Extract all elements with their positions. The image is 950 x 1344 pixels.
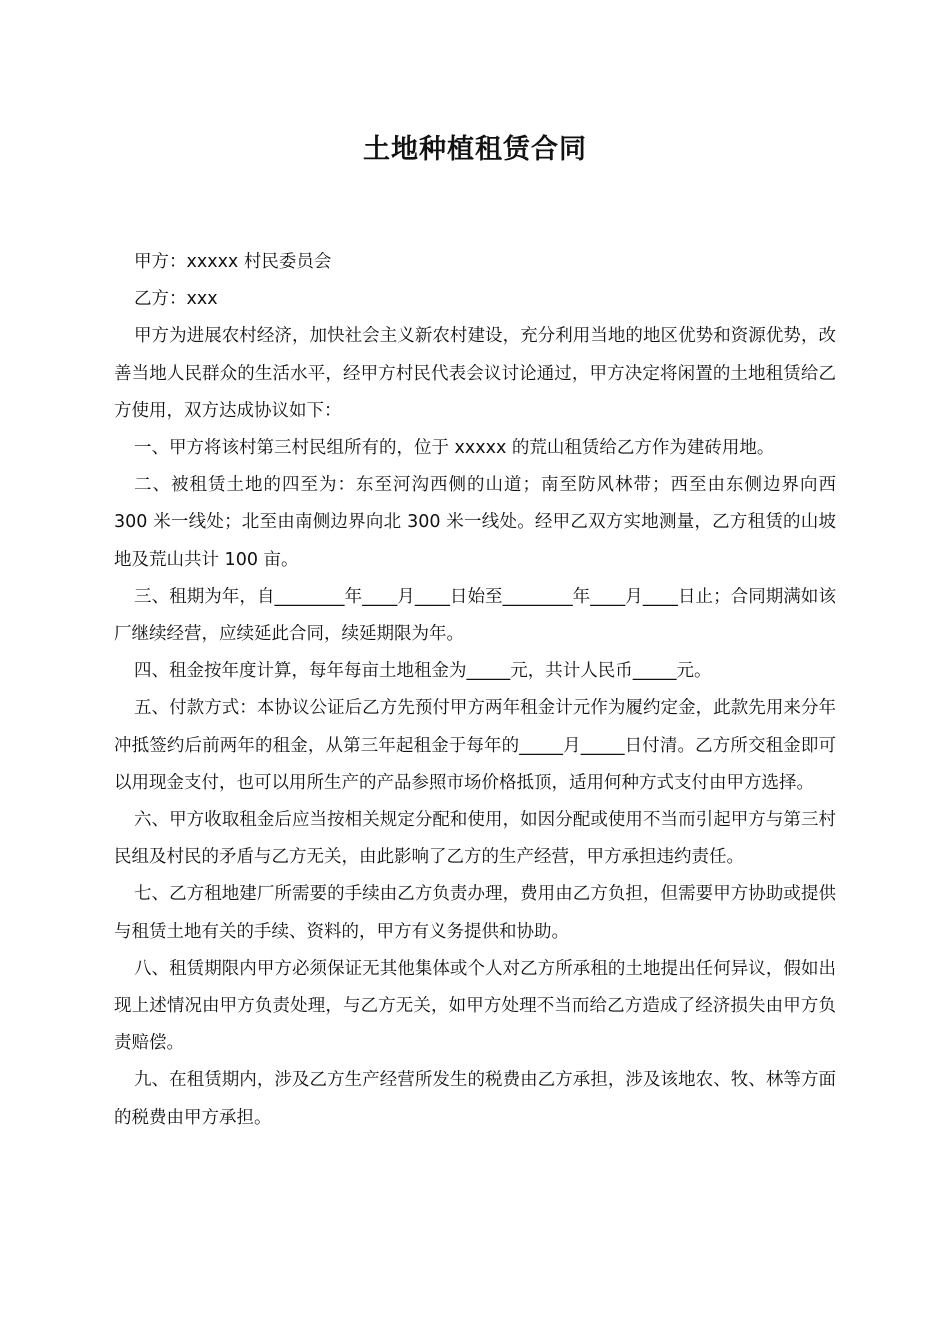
document-body: [114, 244, 836, 1137]
clause-4: 四、租金按年度计算，每年每亩土地租金为_____元，共计人民币_____元。: [134, 661, 712, 682]
clause-6: 六、甲方收取租金后应当按相关规定分配和使用，如因分配或使用不当而引起甲方与第三村民组及村民的矛盾与乙方无关，由此影响了乙方的生产经营，甲方承担违约责任。: [114, 810, 836, 868]
preamble-paragraph: 甲方为进展农村经济，加快社会主义新农村建设，充分利用当地的地区优势和资源优势，改善当地人民群众的生活水平，经甲方村民代表会议讨论通过，甲方决定将闲置的土地租赁给乙方使用，双方达成协议如下：: [114, 326, 836, 421]
clause-1: 一、甲方将该村第三村民组所有的，位于 xxxxx 的荒山租赁给乙方作为建砖用地。: [134, 438, 775, 459]
clause-3: 三、租期为年，自________年____月____日始至________年____月____日止；合同期满如该厂继续经营，应续延此合同，续延期限为年。: [114, 586, 836, 645]
party-a-line: 甲方：xxxxx 村民委员会: [134, 252, 332, 272]
clause-8: 八、租赁期限内甲方必须保证无其他集体或个人对乙方所承租的土地提出任何异议，假如出现上述情况由甲方负责处理，与乙方无关，如甲方处理不当而给乙方造成了经济损失由甲方负责赔偿。: [114, 958, 836, 1054]
document-title: 土地种植租赁合同: [363, 134, 587, 165]
clause-9: 九、在租赁期内，涉及乙方生产经营所发生的税费由乙方承担，涉及该地农、牧、林等方面的税费由甲方承担。: [114, 1070, 836, 1128]
clause-2: 二、被租赁土地的四至为：东至河沟西侧的山道；南至防风林带；西至由东侧边界向西 300 米一线处；北至由南侧边界向北 300 米一线处。经甲乙双方实地测量，乙方租赁的山坡地及荒山共计 100 亩。: [114, 475, 836, 570]
clause-7: 七、乙方租地建厂所需要的手续由乙方负责办理，费用由乙方负担，但需要甲方协助或提供与租赁土地有关的手续、资料的，甲方有义务提供和协助。: [114, 884, 836, 942]
clause-5: 五、付款方式：本协议公证后乙方先预付甲方两年租金计元作为履约定金，此款先用来分年冲抵签约后前两年的租金，从第三年起租金于每年的_____月_____日付清。乙方所交租金即可以用现金支付，也可以用所生产的产品参照市场价格抵顶，适用何种方式支付由甲方选择。: [114, 698, 836, 793]
party-b-line: 乙方：xxx: [134, 289, 218, 310]
